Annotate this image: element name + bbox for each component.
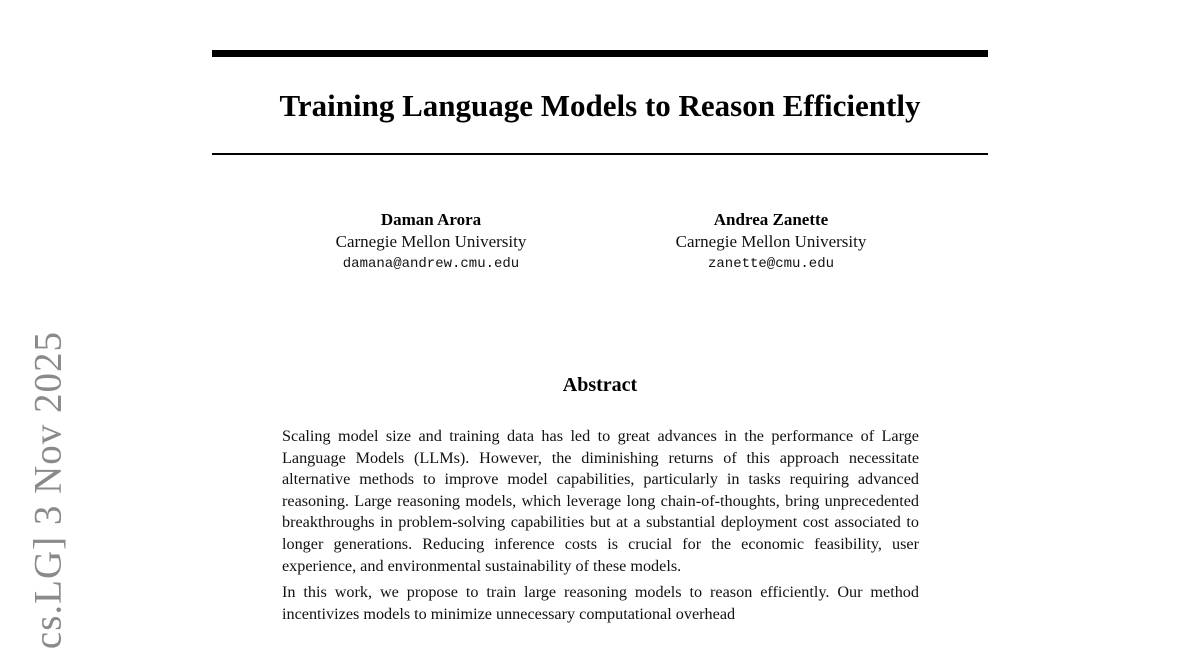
author-affiliation: Carnegie Mellon University bbox=[335, 232, 527, 251]
arxiv-side-stamp: cs.LG] 3 Nov 2025 bbox=[26, 330, 70, 649]
title-top-rule bbox=[212, 50, 988, 57]
abstract-paragraph: In this work, we propose to train large reasoning models to reason efficiently. Our method incentivizes models to minimize unnecessary computational overhead bbox=[282, 583, 919, 623]
abstract-body bbox=[282, 426, 919, 625]
title-bottom-rule bbox=[212, 153, 988, 155]
abstract-heading: Abstract bbox=[562, 374, 638, 396]
author-email: zanette@cmu.edu bbox=[707, 256, 835, 272]
paper-title: Training Language Models to Reason Efficiently bbox=[279, 88, 921, 123]
abstract-paragraph: Scaling model size and training data has led to great advances in the performance of Large Language Models (LLMs). However, the diminishing returns of this approach necessitate alternative methods to improve model capabilities, particularly in tasks requiring advanced reasoning. Large reasoning models, which leverage long chain-of-thoughts, bring unprecedented breakthroughs in problem-solving capabilities but at a substantial deployment cost associated to longer generations. Reducing inference costs is crucial for the economic feasibility, user experience, and environmental sustainability of these models. bbox=[282, 427, 919, 575]
author-block-1 bbox=[281, 209, 581, 275]
author-affiliation: Carnegie Mellon University bbox=[675, 232, 867, 251]
author-email: damana@andrew.cmu.edu bbox=[342, 256, 520, 272]
author-block-2 bbox=[621, 209, 921, 275]
author-name: Andrea Zanette bbox=[713, 210, 829, 229]
author-name: Daman Arora bbox=[380, 210, 482, 229]
